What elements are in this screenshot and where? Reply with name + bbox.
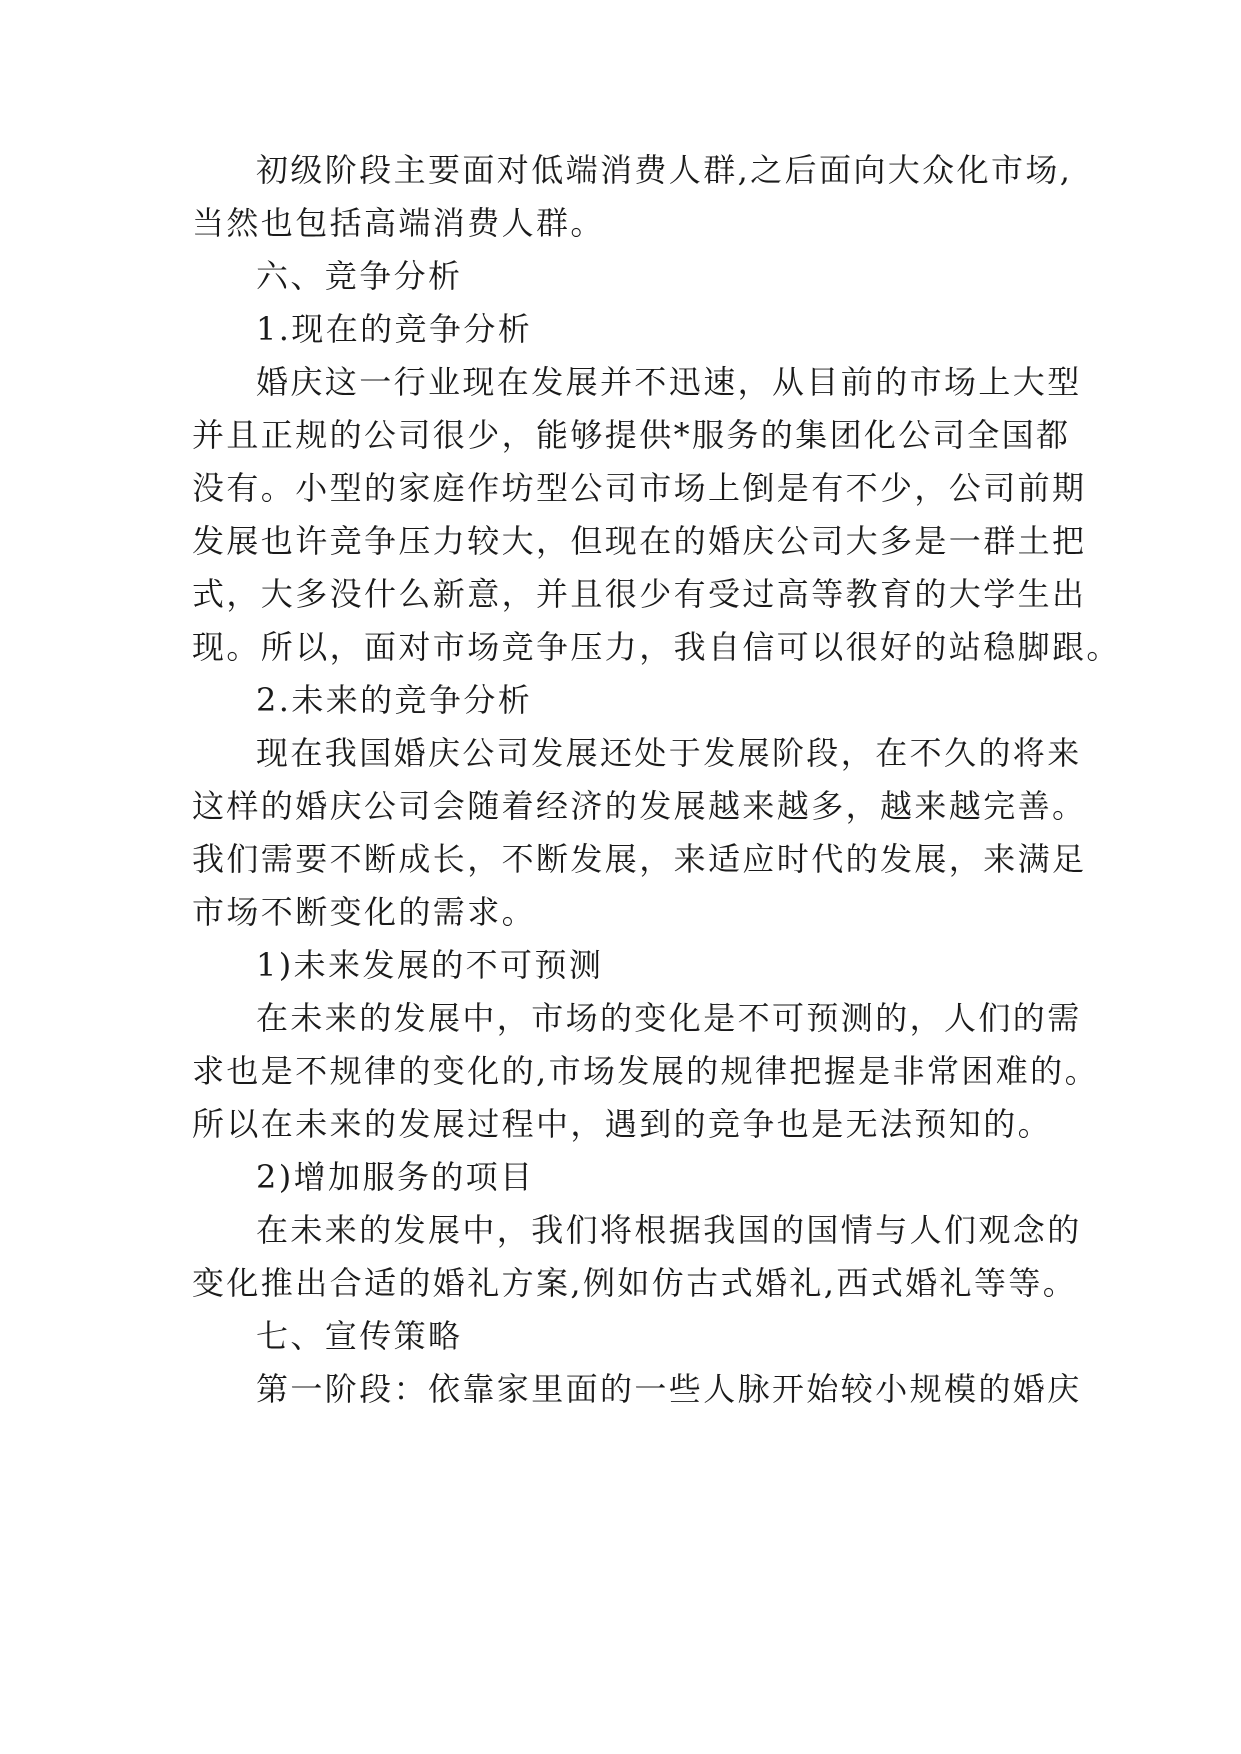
paragraph-line: 现。所以，面对市场竞争压力，我自信可以很好的站稳脚跟。 bbox=[192, 628, 1121, 666]
paragraph-line: 在未来的发展中，我们将根据我国的国情与人们观念的 bbox=[256, 1211, 1082, 1249]
paragraph-line: 在未来的发展中，市场的变化是不可预测的，人们的需 bbox=[256, 999, 1082, 1037]
paragraph-line: 婚庆这一行业现在发展并不迅速，从目前的市场上大型 bbox=[256, 363, 1082, 401]
paragraph-line: 我们需要不断成长，不断发展，来适应时代的发展，来满足 bbox=[192, 840, 1087, 878]
paragraph-line: 所以在未来的发展过程中，遇到的竞争也是无法预知的。 bbox=[192, 1105, 1053, 1143]
paragraph-line: 这样的婚庆公司会随着经济的发展越来越多，越来越完善。 bbox=[192, 787, 1087, 825]
paragraph-line: 并且正规的公司很少，能够提供*服务的集团化公司全国都 bbox=[192, 416, 1071, 454]
paragraph-line: 求也是不规律的变化的,市场发展的规律把握是非常困难的。 bbox=[192, 1052, 1099, 1090]
section-heading: 七、宣传策略 bbox=[256, 1317, 463, 1355]
paragraph-line: 现在我国婚庆公司发展还处于发展阶段，在不久的将来 bbox=[256, 734, 1082, 772]
list-heading: 2)增加服务的项目 bbox=[256, 1158, 535, 1196]
subsection-heading: 2.未来的竞争分析 bbox=[256, 681, 533, 719]
list-heading: 1)未来发展的不可预测 bbox=[256, 946, 604, 984]
paragraph-line: 发展也许竞争压力较大，但现在的婚庆公司大多是一群土把 bbox=[192, 522, 1087, 560]
paragraph-line: 初级阶段主要面对低端消费人群,之后面向大众化市场, bbox=[256, 151, 1073, 189]
paragraph-line: 第一阶段：依靠家里面的一些人脉开始较小规模的婚庆 bbox=[256, 1370, 1082, 1408]
paragraph-line: 变化推出合适的婚礼方案,例如仿古式婚礼,西式婚礼等等。 bbox=[192, 1264, 1078, 1302]
paragraph-line: 当然也包括高端消费人群。 bbox=[192, 204, 605, 242]
subsection-heading: 1.现在的竞争分析 bbox=[256, 310, 533, 348]
paragraph-line: 市场不断变化的需求。 bbox=[192, 893, 537, 931]
paragraph-line: 式，大多没什么新意，并且很少有受过高等教育的大学生出 bbox=[192, 575, 1087, 613]
section-heading: 六、竞争分析 bbox=[256, 257, 463, 295]
paragraph-line: 没有。小型的家庭作坊型公司市场上倒是有不少，公司前期 bbox=[192, 469, 1087, 507]
